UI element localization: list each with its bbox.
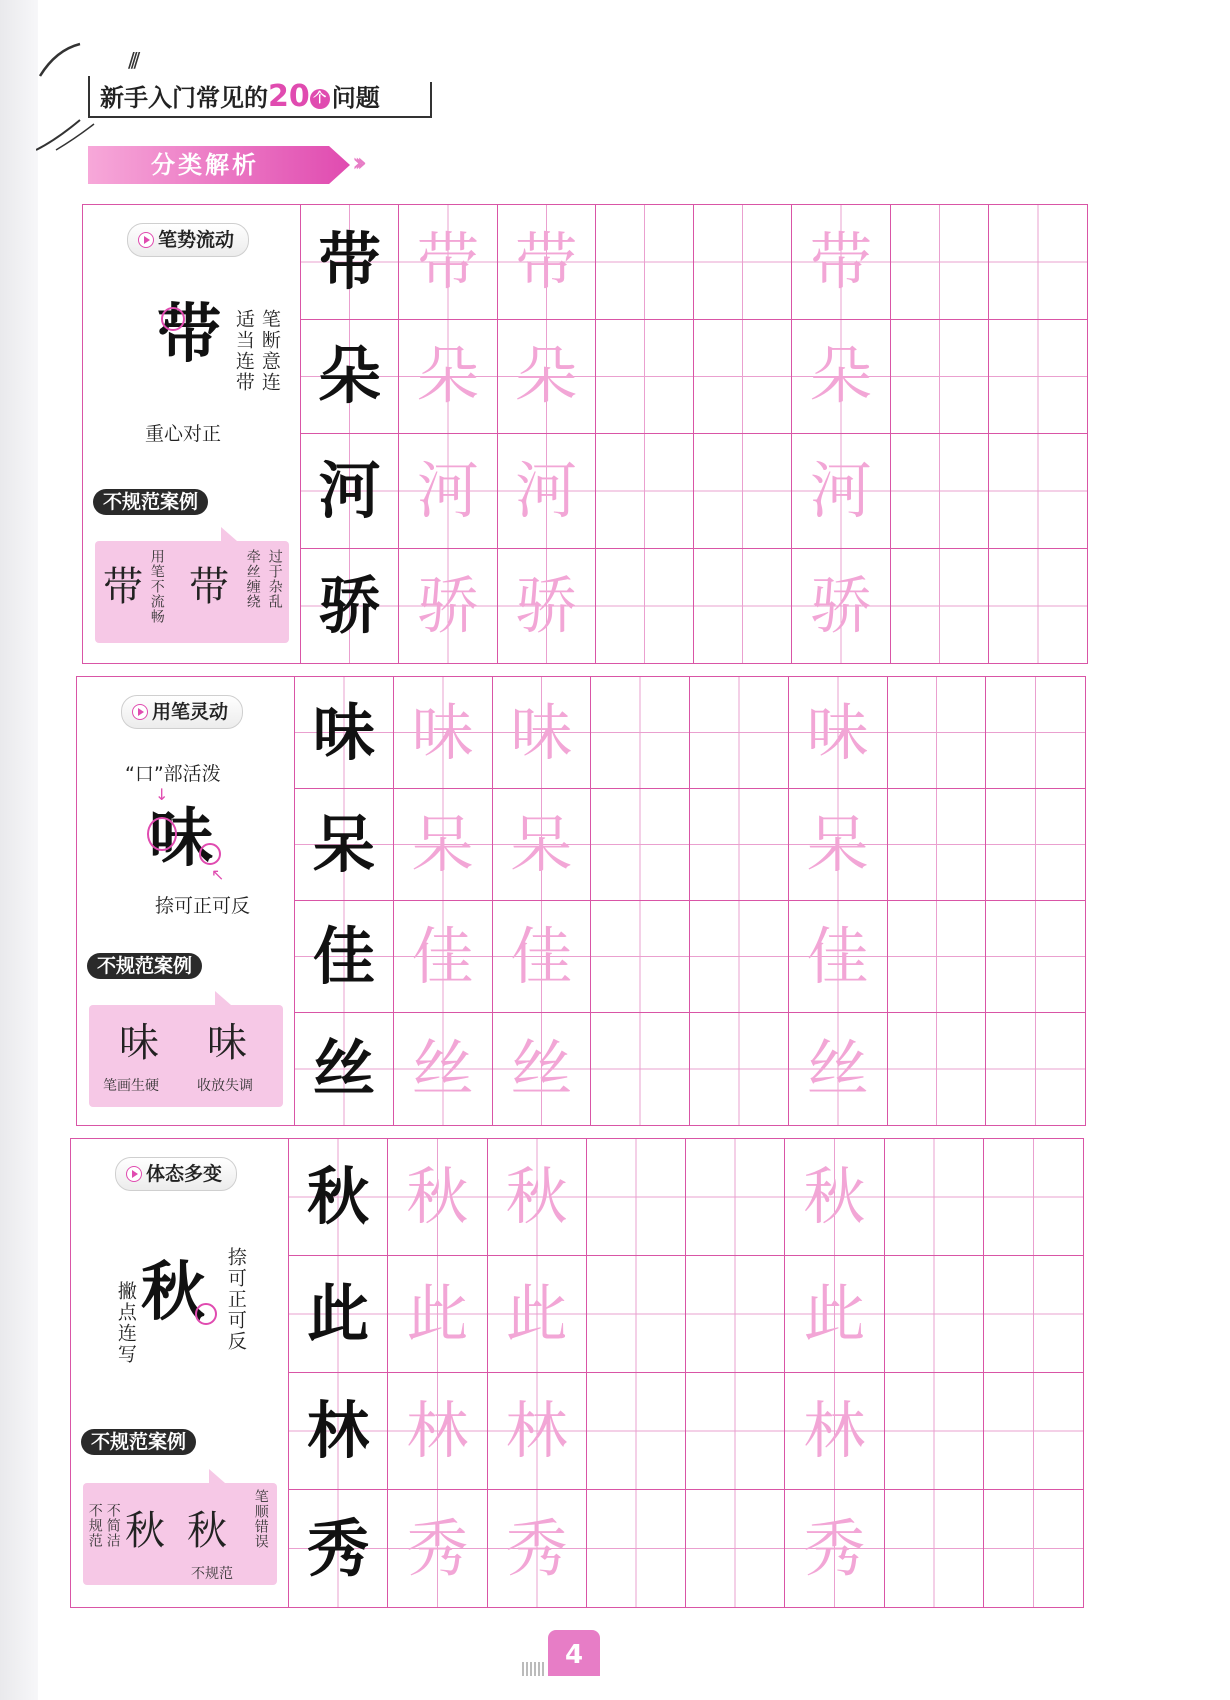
trace-character: 河 [515,453,578,527]
section-3-bad-box [83,1483,277,1585]
practice-cell [989,549,1087,664]
page-edge [0,0,38,1700]
practice-cell [591,677,690,789]
model-character: 秀 [307,1511,370,1585]
practice-cell [686,1373,785,1490]
trace-character: 河 [809,453,872,527]
practice-cell [690,789,789,901]
practice-cell [498,320,596,435]
practice-cell [587,1256,686,1373]
section-1-bad-label: 不规范案例 [93,489,208,515]
play-icon [138,232,154,248]
practice-cell [498,549,596,664]
practice-cell [498,434,596,549]
practice-cell [388,1256,487,1373]
practice-cell [596,205,694,320]
practice-cell [989,205,1087,320]
practice-cell [885,1373,984,1490]
trace-character: 河 [416,453,479,527]
practice-cell [986,677,1085,789]
practice-cell [301,434,399,549]
practice-cell [792,434,890,549]
practice-cell [694,434,792,549]
practice-cell [686,1256,785,1373]
section-2-bad-label: 不规范案例 [87,953,202,979]
practice-cell [493,789,592,901]
section-3-note-right: 捺可正可反 [224,1247,247,1352]
section-2-bad-box [89,1005,283,1107]
trace-character: 林 [406,1394,469,1467]
trace-character: 林 [803,1394,866,1467]
practice-cell [986,901,1085,1013]
practice-cell [493,677,592,789]
section-1-note-bottom: 重心对正 [145,423,222,445]
trace-character: 佳 [806,919,869,993]
practice-cell [301,320,399,435]
section-2-bad-note-1: 笔画生硬 [103,1078,159,1094]
practice-cell [295,677,394,789]
section-3-bad-note-1: 不简洁 [104,1503,121,1548]
practice-cell [289,1373,388,1490]
trace-character: 味 [806,695,869,769]
practice-cell [399,549,497,664]
page-header-title [100,78,380,114]
section-1-label [127,223,249,257]
model-character: 秋 [307,1160,370,1233]
practice-cell [989,320,1087,435]
practice-cell [694,205,792,320]
section-1-bad-note-2: 牵丝缠绕 [244,549,261,609]
section-3-demo-char: 秋 [141,1255,205,1330]
page-number: 4 [548,1630,600,1676]
trace-character: 佳 [411,919,474,993]
section-1-label-text: 笔势流动 [158,229,235,251]
practice-section-2 [76,676,1086,1126]
section-3-label-text: 体态多变 [146,1163,223,1185]
practice-cell [493,901,592,1013]
chevrons-icon: ››› [352,148,360,178]
practice-cell [394,677,493,789]
practice-cell [289,1139,388,1256]
practice-cell [488,1256,587,1373]
section-3-bad-note-3: 不规范 [191,1566,233,1582]
model-character: 朵 [318,339,381,413]
section-1-demo-char: 带 [157,297,221,372]
practice-cell [984,1373,1083,1490]
header-title-bubble: 个 [310,89,330,109]
practice-cell [891,205,989,320]
trace-character: 丝 [510,1032,573,1105]
section-2-label-text: 用笔灵动 [152,701,229,723]
practice-cell [785,1139,884,1256]
practice-cell [690,1013,789,1125]
section-1-bad-note-1: 用笔不流畅 [148,549,165,624]
practice-cell [596,549,694,664]
practice-cell [295,789,394,901]
trace-character: 林 [505,1394,568,1467]
section-banner-text: 分类解析 [151,151,259,179]
practice-cell [885,1490,984,1607]
trace-character: 味 [411,695,474,769]
practice-cell [498,205,596,320]
trace-character: 丝 [411,1032,474,1105]
section-2-note-bottom: 捺可正可反 [155,895,251,917]
page-badge-stripes [522,1662,546,1676]
section-2-label [121,695,243,729]
practice-section-1 [82,204,1088,664]
section-3-label [115,1157,237,1191]
practice-cell [686,1139,785,1256]
practice-cell [591,789,690,901]
practice-cell [885,1256,984,1373]
trace-character: 味 [510,695,573,769]
practice-cell [984,1490,1083,1607]
practice-cell [690,901,789,1013]
header-title-post: 问题 [331,84,380,112]
trace-character: 丝 [806,1032,869,1105]
trace-character: 骄 [809,568,872,642]
section-2-guide-panel [77,677,295,1125]
model-character: 此 [307,1277,370,1350]
practice-cell [885,1139,984,1256]
trace-character: 秋 [406,1160,469,1233]
section-3-bad-label: 不规范案例 [81,1429,196,1455]
practice-cell [891,549,989,664]
practice-cell [301,549,399,664]
practice-cell [388,1373,487,1490]
practice-cell [591,1013,690,1125]
practice-cell [690,677,789,789]
practice-cell [789,677,888,789]
practice-cell [388,1490,487,1607]
section-1-bad-char-1: 带 [103,564,143,610]
arrow-down-icon: ↓ [155,785,169,804]
practice-cell [399,320,497,435]
practice-cell [394,1013,493,1125]
trace-character: 呆 [806,807,869,881]
practice-cell [289,1256,388,1373]
section-1-practice-grid [301,205,1087,663]
practice-cell [888,1013,987,1125]
practice-cell [785,1490,884,1607]
arrow-up-left-icon: ↖ [211,865,225,884]
trace-character: 骄 [416,568,479,642]
section-2-practice-grid [295,677,1085,1125]
header-slash: /// [128,48,137,72]
trace-character: 佳 [510,919,573,993]
trace-character: 呆 [510,807,573,881]
header-title-pre: 新手入门常见的 [100,84,268,112]
section-1-highlight-circle [161,307,185,331]
practice-cell [399,434,497,549]
play-icon [132,704,148,720]
practice-cell [295,901,394,1013]
practice-cell [891,320,989,435]
section-2-bad-char-1: 味 [119,1020,159,1066]
section-1-bad-char-2: 带 [189,564,229,610]
model-character: 佳 [312,919,375,993]
practice-cell [493,1013,592,1125]
section-3-practice-grid [289,1139,1083,1607]
section-2-highlight-circle-1 [147,817,177,851]
section-1-note-right-1: 笔断意连 [258,309,281,393]
trace-character: 秋 [803,1160,866,1233]
practice-cell [986,789,1085,901]
section-1-bad-box [95,541,289,643]
practice-section-3 [70,1138,1084,1608]
section-2-highlight-circle-2 [199,843,221,865]
trace-character: 此 [505,1277,568,1350]
practice-cell [789,901,888,1013]
practice-cell [694,320,792,435]
trace-character: 此 [803,1277,866,1350]
section-3-bad-char-1: 秋 [125,1508,165,1554]
model-character: 林 [307,1394,370,1467]
section-3-bad-note-2: 笔顺错误 [252,1489,269,1549]
practice-cell [488,1373,587,1490]
model-character: 骄 [318,568,381,642]
practice-cell [686,1490,785,1607]
practice-cell [295,1013,394,1125]
practice-cell [792,205,890,320]
trace-character: 秀 [406,1511,469,1585]
trace-character: 秀 [803,1511,866,1585]
section-3-note-left: 撇点连写 [114,1281,137,1365]
section-2-bad-char-2: 味 [207,1020,247,1066]
practice-cell [891,434,989,549]
practice-cell [488,1490,587,1607]
practice-cell [984,1256,1083,1373]
practice-cell [591,901,690,1013]
practice-cell [587,1373,686,1490]
practice-cell [587,1139,686,1256]
model-character: 河 [318,453,381,527]
section-2-demo-char: 味 [149,801,213,876]
section-2-bad-note-2: 收放失调 [197,1078,253,1094]
model-character: 丝 [312,1032,375,1105]
practice-cell [488,1139,587,1256]
practice-cell [888,677,987,789]
section-3-bad-char-2: 秋 [187,1508,227,1554]
practice-cell [888,789,987,901]
trace-character: 呆 [411,807,474,881]
practice-cell [596,434,694,549]
trace-character: 朵 [515,339,578,413]
trace-character: 带 [809,224,872,298]
practice-cell [301,205,399,320]
section-2-note-top: “口”部活泼 [125,763,221,785]
model-character: 味 [312,695,375,769]
trace-character: 朵 [416,339,479,413]
model-character: 带 [318,224,381,298]
practice-cell [789,789,888,901]
practice-cell [792,320,890,435]
section-1-guide-panel [83,205,301,663]
trace-character: 骄 [515,568,578,642]
practice-cell [388,1139,487,1256]
practice-cell [394,789,493,901]
practice-cell [785,1256,884,1373]
practice-cell [399,205,497,320]
trace-character: 朵 [809,339,872,413]
trace-character: 秀 [505,1511,568,1585]
practice-cell [394,901,493,1013]
trace-character: 带 [515,224,578,298]
practice-cell [792,549,890,664]
practice-cell [986,1013,1085,1125]
model-character: 呆 [312,807,375,881]
practice-cell [587,1490,686,1607]
trace-character: 此 [406,1277,469,1350]
practice-cell [989,434,1087,549]
header-title-number: 20 [268,79,310,114]
section-1-note-right-2: 适当连带 [232,309,255,393]
practice-cell [694,549,792,664]
section-3-bad-note-0: 不规范 [86,1503,103,1548]
practice-cell [785,1373,884,1490]
play-icon [126,1166,142,1182]
practice-cell [289,1490,388,1607]
trace-character: 带 [416,224,479,298]
practice-cell [984,1139,1083,1256]
practice-cell [789,1013,888,1125]
section-3-guide-panel [71,1139,289,1607]
practice-cell [596,320,694,435]
practice-cell [888,901,987,1013]
trace-character: 秋 [505,1160,568,1233]
section-3-highlight-circle [195,1303,217,1325]
section-1-bad-note-3: 过于杂乱 [266,549,283,609]
